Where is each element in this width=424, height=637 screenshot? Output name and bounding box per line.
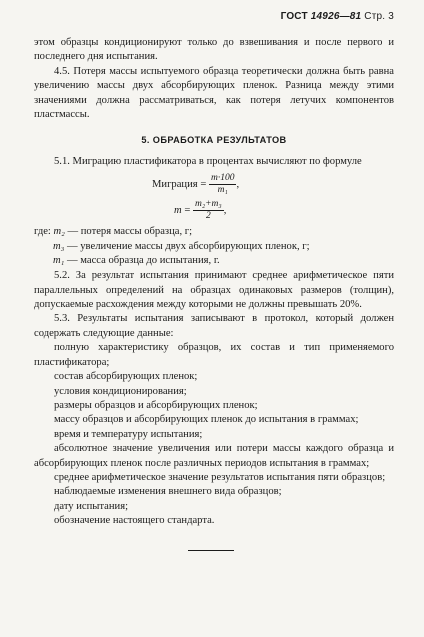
document-body <box>34 36 394 529</box>
var-m2-desc: потеря массы образца, г; <box>80 226 193 238</box>
standard-number: 14926—81 <box>310 11 362 22</box>
formula-equals: = <box>200 179 207 191</box>
list-item: дату испытания; <box>54 500 129 512</box>
list-item: массу образцов и абсорбирующих пленок до испытания в граммах; <box>54 414 359 426</box>
fraction-1-numerator: m·100 <box>210 173 235 184</box>
list-item: полную характеристику образцов, их состав и тип применяемого пластификатора; <box>34 342 394 368</box>
dash: — <box>67 226 79 238</box>
paragraph-5-3: 5.3. Результаты испытания записывают в протокол, который должен содержать следующие данные: <box>34 313 394 339</box>
dash: — <box>67 240 78 252</box>
formula-var-m: m <box>174 205 182 217</box>
formula-fraction-1 <box>209 173 240 196</box>
closing-rule <box>188 550 234 551</box>
list-item: среднее арифметическое значение результатов испытания пяти образцов; <box>54 471 386 483</box>
page-label: Стр. <box>364 11 386 22</box>
paragraph-4-5: 4.5. Потеря массы испытуемого образца теоретически должна быть равна увеличению массы двух абсорбирующих пленок. Разница между этими значениями должна рассматриваться, как потеря летучих компонентов пластмассы. <box>34 65 394 121</box>
formula-comma-2: , <box>223 205 227 217</box>
page-header <box>281 11 394 22</box>
dash: — <box>67 255 78 267</box>
paragraph-5-1: 5.1. Миграцию пластификатора в процентах вычисляют по формуле <box>54 155 362 167</box>
where-lead: где: <box>34 226 51 238</box>
migration-formula <box>34 171 394 225</box>
list-item: обозначение настоящего стандарта. <box>54 515 215 527</box>
list-item: время и температуру испытания; <box>54 428 203 440</box>
paragraph-5-2: 5.2. За результат испытания принимают среднее арифметическое пяти параллельных определений на образцах одинаковых размеров (толщин), допускаемые расхождения между которыми не должны превышать 20%. <box>34 270 394 311</box>
standard-code: ГОСТ <box>280 11 308 22</box>
var-m3: m₃ <box>53 240 65 252</box>
var-m1: m₁ <box>53 255 65 267</box>
section-title: 5. ОБРАБОТКА РЕЗУЛЬТАТОВ <box>141 135 287 146</box>
paragraph-continuation: этом образцы кондиционируют только до взвешивания и после первого и последнего дня испытания. <box>34 37 394 63</box>
formula-fraction-2 <box>193 199 224 222</box>
variable-definitions <box>34 225 394 269</box>
list-item: состав абсорбирующих пленок; <box>54 371 198 383</box>
list-item: наблюдаемые изменения внешнего вида образцов; <box>54 486 282 498</box>
var-m3-desc: увеличение массы двух абсорбирующих пленок, г; <box>80 240 310 252</box>
fraction-1-denominator: m₁ <box>217 185 228 196</box>
list-item: размеры образцов и абсорбирующих пленок; <box>54 399 258 411</box>
formula-comma-1: , <box>236 179 240 191</box>
list-item: условия кондиционирования; <box>54 385 187 397</box>
var-m1-desc: масса образца до испытания, г. <box>80 255 220 267</box>
fraction-2-numerator: m₂+m₃ <box>194 199 222 210</box>
formula-label: Миграция <box>152 179 198 191</box>
formula-equals-2: = <box>184 205 191 217</box>
list-item: абсолютное значение увеличения или потери массы каждого образца и абсорбирующих пленок после различных периодов испытания в граммах; <box>34 443 394 469</box>
fraction-2-denominator: 2 <box>205 211 211 222</box>
page-number: 3 <box>388 11 394 22</box>
var-m2: m₂ <box>53 226 65 238</box>
